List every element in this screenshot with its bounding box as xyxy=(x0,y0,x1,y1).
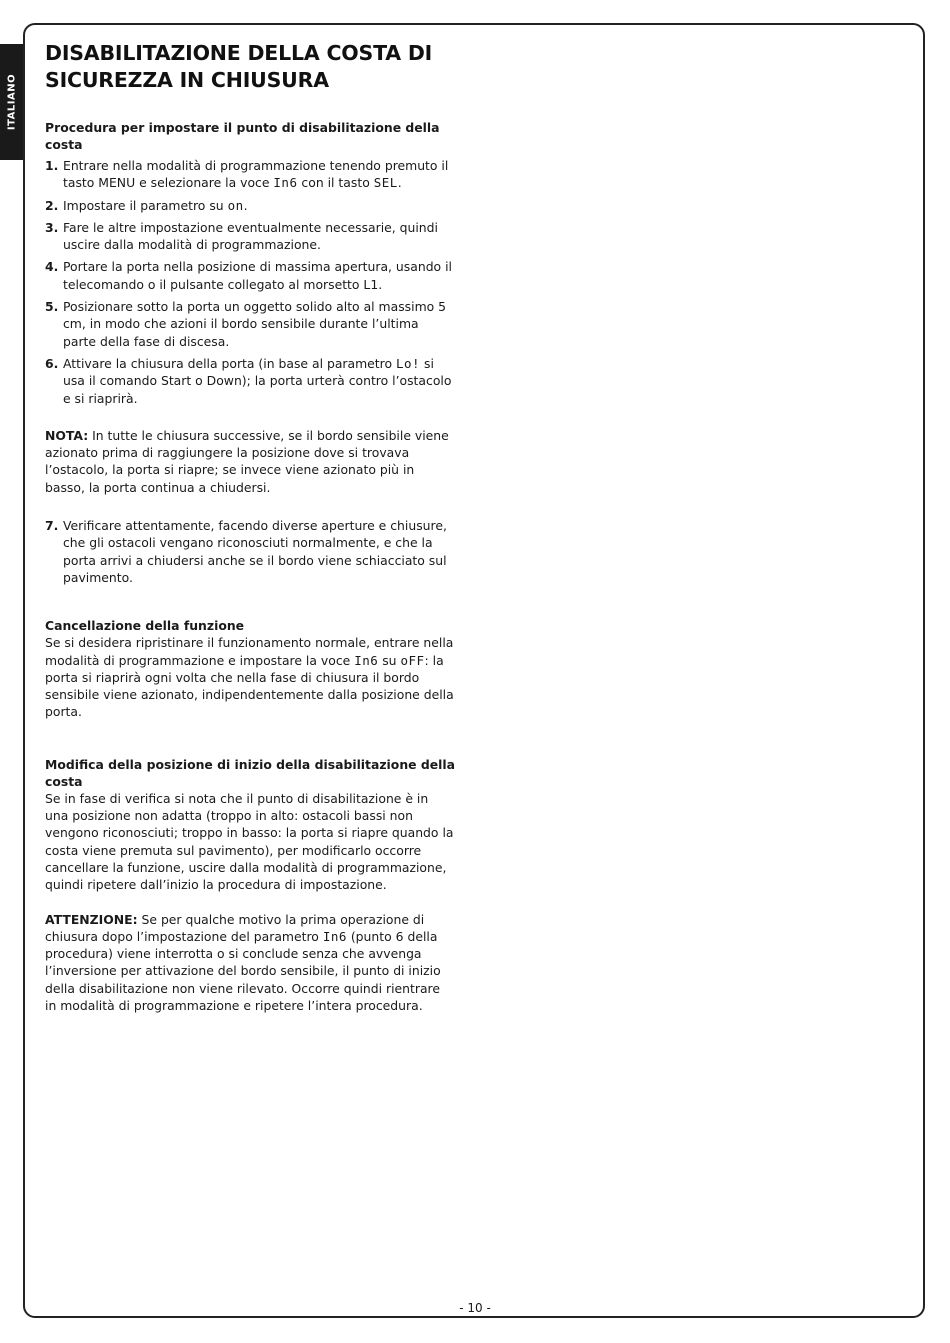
main-content xyxy=(45,40,455,1014)
language-tab xyxy=(0,44,23,160)
step-number: 6. xyxy=(45,355,59,371)
step-text: . xyxy=(243,197,248,213)
lcd-code: In6 xyxy=(273,175,298,191)
step-item xyxy=(45,355,455,407)
step-text: Impostare il parametro su xyxy=(63,197,228,213)
modify-paragraph: Se in fase di verifica si nota che il punto di disabilitazione è in una posizione non adatta (troppo in alto: ostacoli bassi non vengono riconosciuti; troppo in basso: la porta si riapre quando la costa viene premuta sul pavimento), per modificarlo occorre cancellare la funzione, uscire dalla modalità di programmazione, quindi ripetere dall’inizio la procedura di impostazione. xyxy=(45,790,454,893)
lcd-code: Lo! xyxy=(396,355,421,371)
note-label: NOTA: xyxy=(45,427,89,443)
procedure-steps-continued xyxy=(45,517,455,586)
step-text: Fare le altre impostazione eventualmente necessarie, quindi uscire dalla modalità di programmazione. xyxy=(63,219,438,253)
page-title: DISABILITAZIONE DELLA COSTA DI SICUREZZA IN CHIUSURA xyxy=(45,41,433,92)
lcd-code: on xyxy=(227,197,244,213)
lcd-code: In6 xyxy=(322,928,347,944)
cancel-heading: Cancellazione della funzione xyxy=(45,618,245,634)
step-text: si usa il comando Start o Down); la porta urterà contro l’ostacolo e si riaprirà. xyxy=(63,355,452,406)
language-tab-label: ITALIANO xyxy=(6,73,17,131)
step-item xyxy=(45,219,455,254)
step-number: 3. xyxy=(45,219,59,235)
lcd-code: oFF xyxy=(400,652,425,668)
paragraph-text: Se per qualche motivo la prima operazione di chiusura dopo l’impostazione del parametro xyxy=(45,911,425,944)
step-item xyxy=(45,157,455,192)
step-number: 7. xyxy=(45,518,59,534)
step-text: Verificare attentamente, facendo diverse aperture e chiusure, che gli ostacoli vengano riconosciuti normalmente, e che la porta arrivi a chiudersi anche se il bordo viene schiacciato sul pavimento. xyxy=(63,518,447,585)
note-paragraph xyxy=(45,427,455,496)
step-text: Attivare la chiusura della porta (in base al parametro xyxy=(63,355,396,371)
modify-heading: Modifica della posizione di inizio della disabilitazione della costa xyxy=(45,756,455,789)
step-text: con il tasto xyxy=(297,175,374,191)
procedure-steps xyxy=(45,157,455,407)
paragraph-text: su xyxy=(378,652,401,668)
step-item xyxy=(45,258,455,293)
step-item xyxy=(45,197,455,214)
step-text: Portare la porta nella posizione di massima apertura, usando il telecomando o il pulsante collegato al morsetto L1. xyxy=(63,259,452,292)
paragraph-text: : la porta si riaprirà ogni volta che nella fase di chiusura il bordo sensibile viene azionato, indipendentemente dalla posizione della porta. xyxy=(45,652,454,720)
lcd-code: SEL xyxy=(373,175,398,191)
warning-paragraph xyxy=(45,911,455,1015)
page-number: - 10 - xyxy=(459,1301,491,1315)
cancel-paragraph xyxy=(45,634,455,720)
step-item xyxy=(45,517,455,586)
step-text: . xyxy=(397,175,402,191)
lcd-code: In6 xyxy=(354,652,379,668)
step-item xyxy=(45,298,455,350)
paragraph-text: Se si desidera ripristinare il funzionamento normale, entrare nella modalità di programmazione e impostare la voce xyxy=(45,635,454,668)
paragraph-text: (punto 6 della procedura) viene interrotta o si conclude senza che avvenga l’inversione per attivazione del bordo sensibile, il punto di inizio della disabilitazione non viene rilevato. Occorre quindi rientrare in modalità di programmazione e ripetere l’intera procedura. xyxy=(45,928,441,1013)
step-number: 1. xyxy=(45,158,59,173)
step-number: 4. xyxy=(45,259,59,275)
procedure-heading: Procedura per impostare il punto di disabilitazione della costa xyxy=(45,120,440,152)
note-text: In tutte le chiusura successive, se il bordo sensibile viene azionato prima di raggiungere la posizione dove si trovava l’ostacolo, la porta si riapre; se invece viene azionato più in basso, la porta continua a chiudersi. xyxy=(45,427,449,495)
step-text: Entrare nella modalità di programmazione tenendo premuto il tasto MENU e selezionare la voce xyxy=(63,158,449,191)
step-number: 5. xyxy=(45,299,59,315)
step-text: Posizionare sotto la porta un oggetto solido alto al massimo 5 cm, in modo che azioni il bordo sensibile durante l’ultima parte della fase di discesa. xyxy=(63,299,447,349)
warning-label: ATTENZIONE: xyxy=(45,911,138,927)
step-number: 2. xyxy=(45,197,59,213)
